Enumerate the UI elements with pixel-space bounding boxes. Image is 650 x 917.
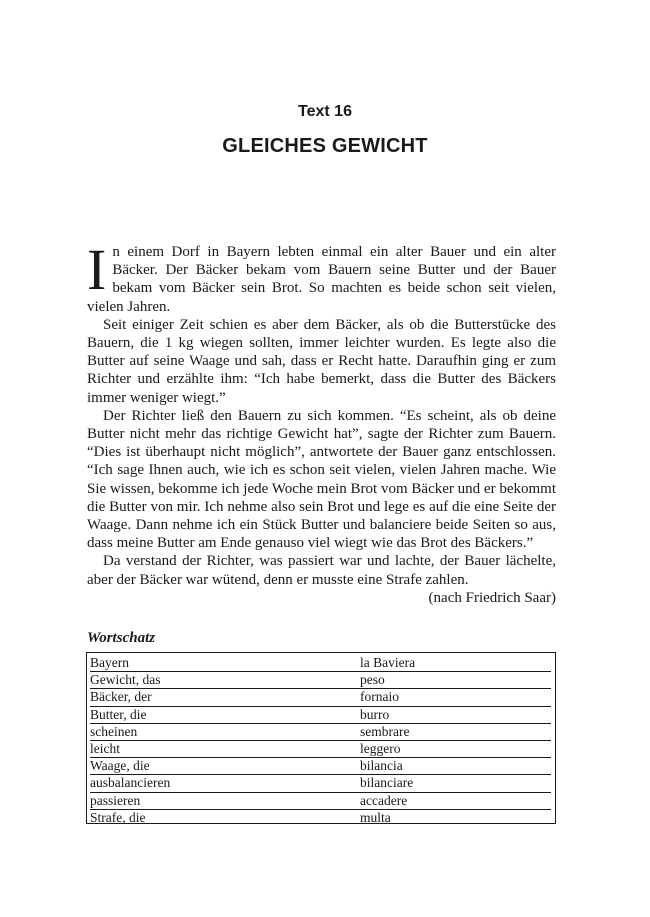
glossary-italian-term: leggero — [360, 740, 401, 756]
glossary-german-term: leicht — [90, 740, 120, 756]
glossary-german-term: Waage, die — [90, 758, 150, 774]
story-text — [87, 237, 556, 607]
story-paragraph-4: Da verstand der Richter, was passiert war und lachte, der Bauer lächelte, aber der Bäcker war wütend, denn er musste eine Strafe zahlen. — [87, 553, 556, 588]
glossary-german-term: Strafe, die — [90, 809, 146, 825]
glossary-german-term: ausbalancieren — [90, 775, 171, 791]
glossary-german-term: Bäcker, der — [90, 689, 152, 705]
glossary-italian-term: burro — [360, 706, 390, 722]
glossary-row — [90, 655, 551, 672]
glossary-row — [90, 707, 551, 724]
glossary-german-term: Bayern — [90, 655, 129, 670]
story-paragraph-2: Seit einiger Zeit schien es aber dem Bäcker, als ob die Butterstücke des Bauern, die 1 kg wiegen sollten, immer leichter wurden. Es legte also die Butter auf seine Waage und sah, dass er Recht hatte. Daraufhin ging er zum Richter und erzählte ihm: “Ich habe bemerkt, dass die Butter des Bäckers immer weniger wiegt.” — [87, 316, 556, 406]
paragraph-text: n einem Dorf in Bayern lebten einmal ein alter Bauer und ein alter Bäcker. Der Bäcker bekam vom Bauern seine Butter und der Bauer bekam vom Bäcker sein Brot. So machten es beide schon seit vielen, vielen Jahren. — [87, 244, 556, 315]
glossary-italian-term: bilanciare — [360, 775, 414, 791]
story-paragraph-3: Der Richter ließ den Bauern zu sich kommen. “Es scheint, als ob deine Butter nicht mehr das richtige Gewicht hat”, sagte der Richter zum Bauern. “Dies ist überhaupt nicht möglich”, antwortete der Bauer ganz entschlossen. “Ich sage Ihnen auch, wie ich es schon seit vielen, vielen Jahren mache. Wie Sie wissen, bekomme ich jede Woche mein Brot vom Bäcker und er bekommt die Butter von mir. Ich nehme also sein Brot und lege es auf die eine Seite der Waage. Dann nehme ich ein Stück Butter und balanciere beide Seiten so aus, dass meine Butter am Ende genauso viel wiegt wie das Brot des Bäckers.” — [87, 407, 556, 552]
glossary-german-term: Gewicht, das — [90, 672, 161, 688]
glossary-row — [90, 672, 551, 689]
glossary-row — [90, 741, 551, 758]
glossary-row — [90, 810, 551, 826]
glossary-italian-term: accadere — [360, 792, 408, 808]
page-title: GLEICHES GEWICHT — [222, 135, 428, 157]
glossary-italian-term: la Baviera — [360, 655, 416, 670]
glossary-italian-term: bilancia — [360, 758, 403, 774]
glossary-italian-term: fornaio — [360, 689, 399, 705]
glossary-row — [90, 689, 551, 706]
drop-cap: I — [87, 237, 107, 302]
glossary-italian-term: multa — [360, 809, 391, 825]
glossary-german-term: passieren — [90, 792, 141, 808]
glossary-row — [90, 775, 551, 792]
text-number-heading: Text 16 — [298, 103, 352, 120]
glossary-table — [86, 652, 556, 824]
glossary-row — [90, 793, 551, 810]
glossary-row — [90, 758, 551, 775]
glossary-title: Wortschatz — [87, 630, 156, 646]
glossary-german-term: Butter, die — [90, 706, 147, 722]
glossary-german-term: scheinen — [90, 723, 138, 739]
source-attribution: (nach Friedrich Saar) — [428, 589, 556, 606]
glossary-italian-term: sembrare — [360, 723, 410, 739]
glossary-italian-term: peso — [360, 672, 385, 688]
story-paragraph-1 — [87, 237, 556, 316]
glossary-row — [90, 724, 551, 741]
